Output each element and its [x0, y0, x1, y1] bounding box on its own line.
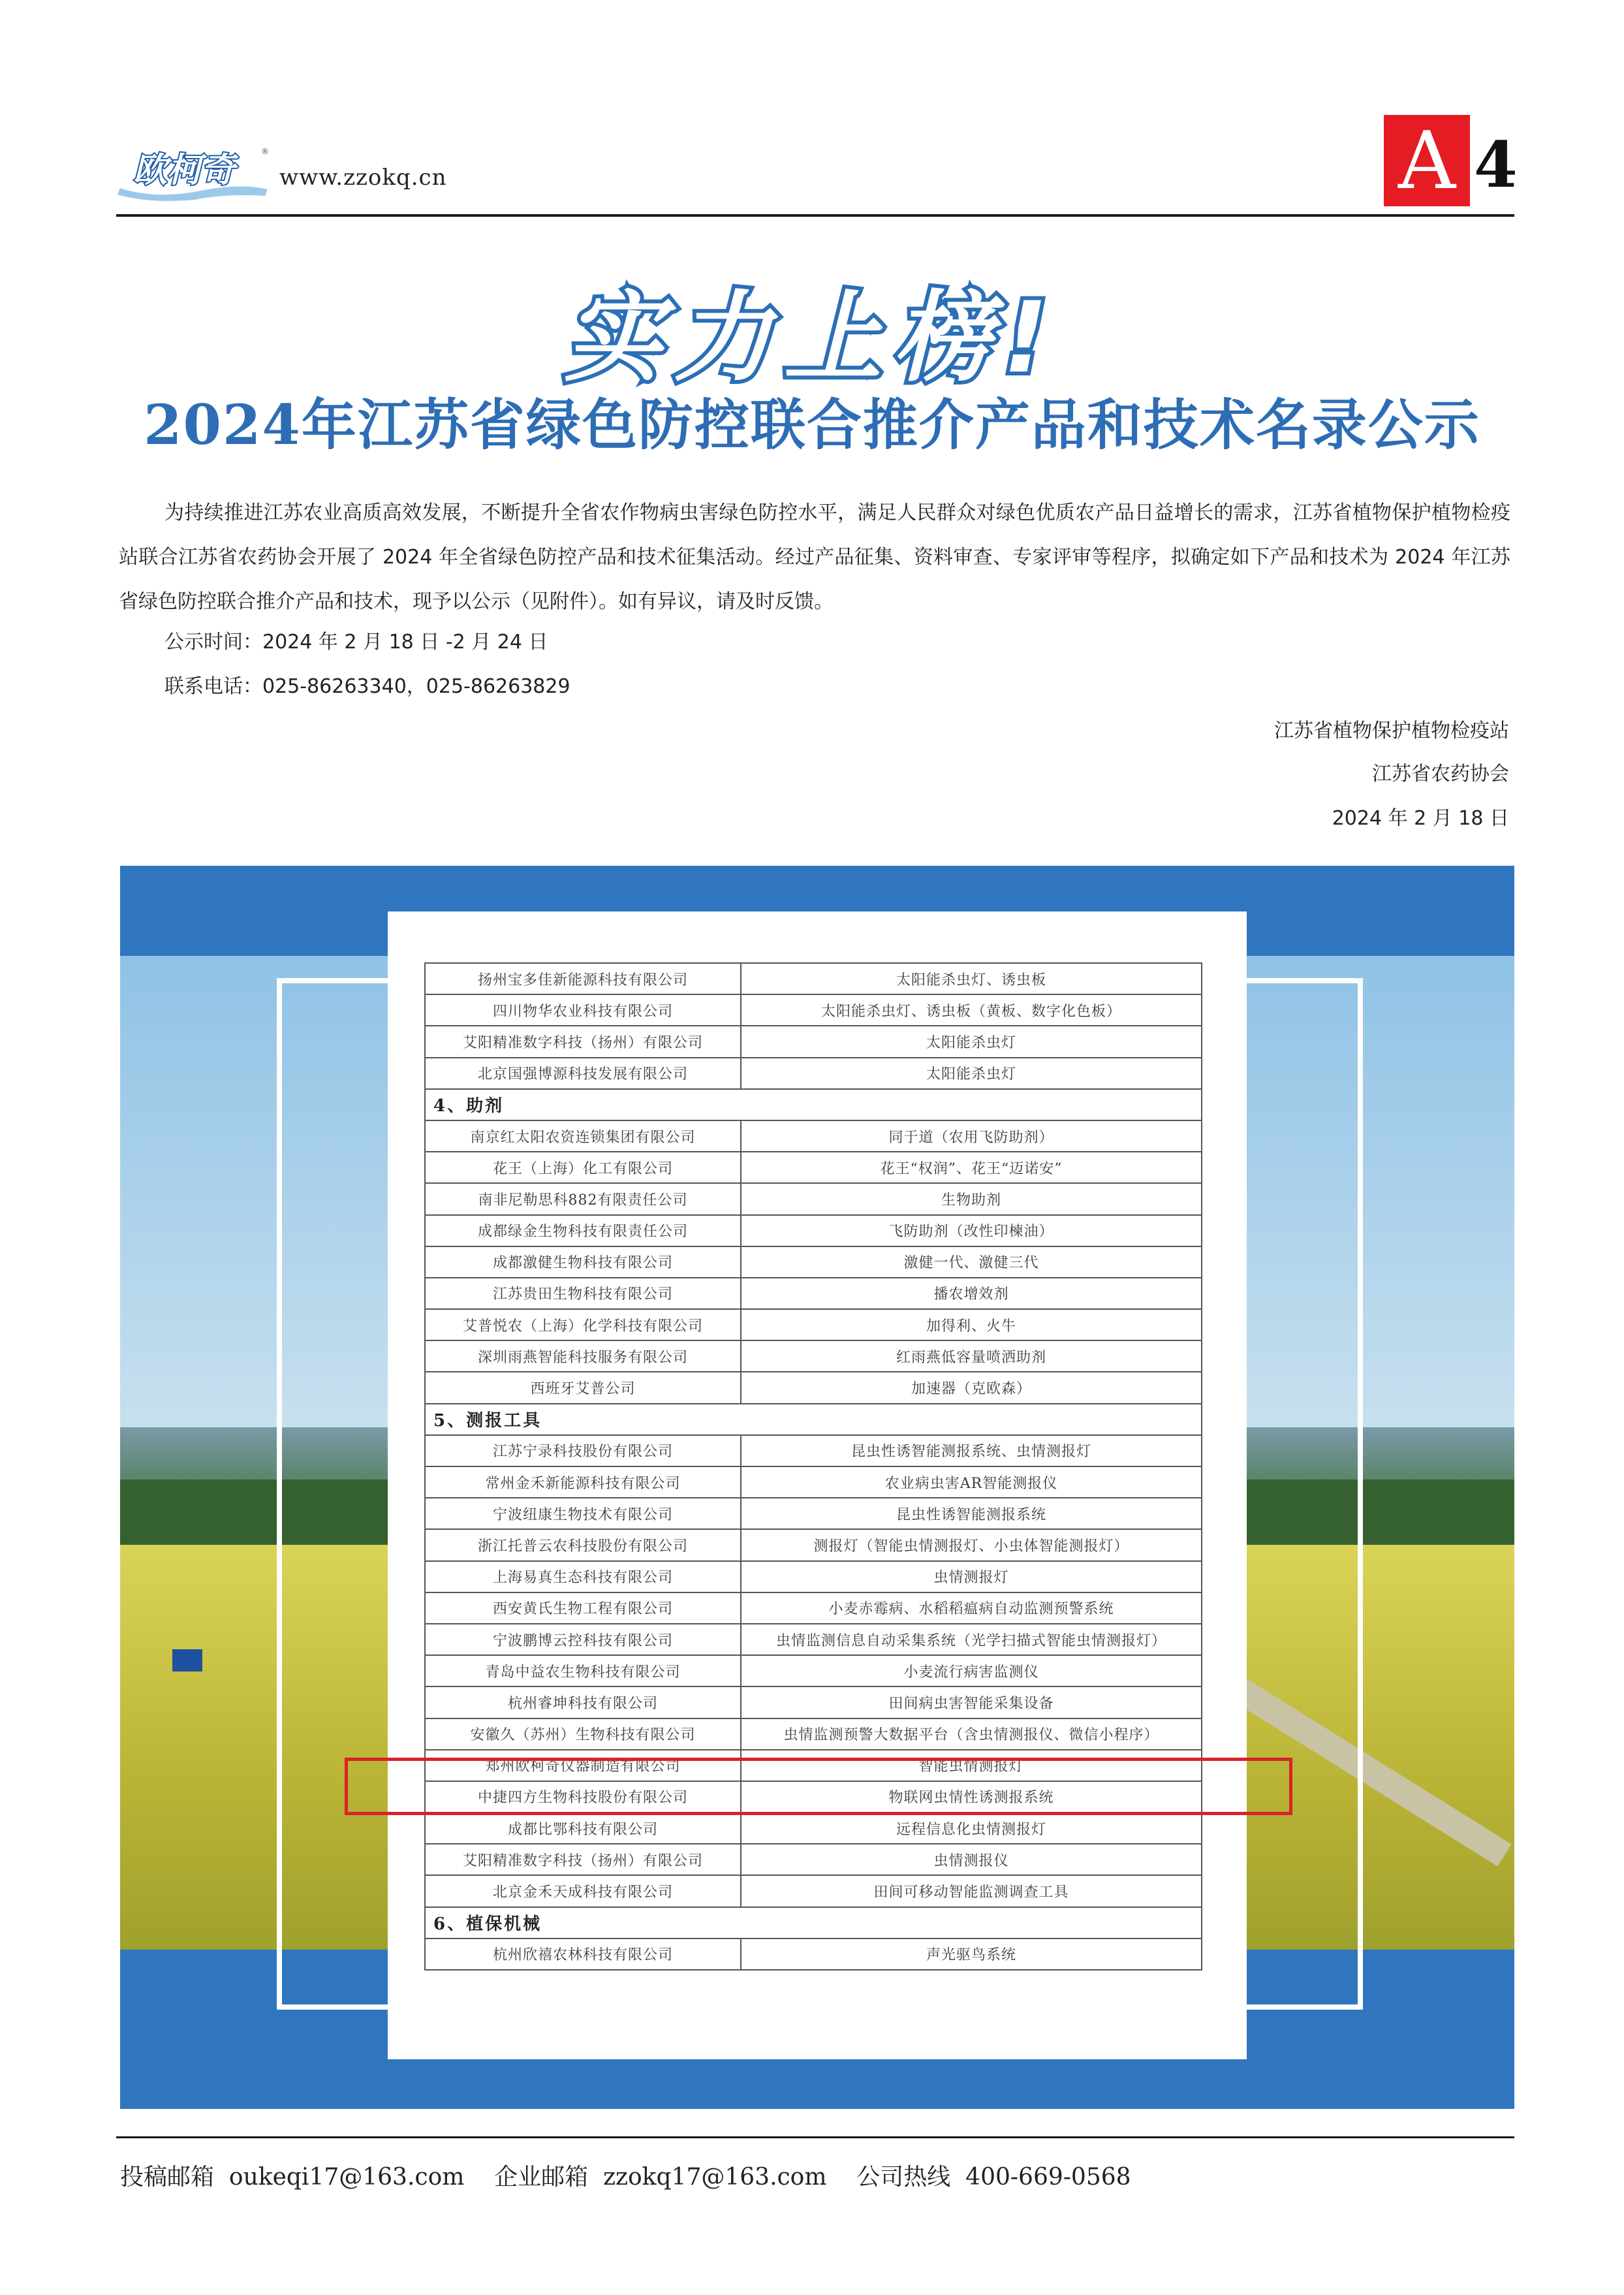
- page-letter: A: [1398, 114, 1456, 207]
- product-cell: 太阳能杀虫灯、诱虫板: [741, 963, 1202, 994]
- table-row: [425, 1686, 1202, 1718]
- footer-contacts: [120, 2159, 1131, 2192]
- company-cell: 北京金禾天成科技有限公司: [425, 1875, 741, 1907]
- table-row: [425, 1246, 1202, 1278]
- table-row: [425, 1278, 1202, 1309]
- table-row: [425, 1466, 1202, 1498]
- table-row: [425, 1939, 1202, 1970]
- table-row: [425, 1592, 1202, 1624]
- company-cell: 四川物华农业科技有限公司: [425, 994, 741, 1026]
- table-row: [425, 1624, 1202, 1655]
- company-cell: 常州金禾新能源科技有限公司: [425, 1466, 741, 1498]
- product-cell: 太阳能杀虫灯、诱虫板（黄板、数字化色板）: [741, 994, 1202, 1026]
- company-cell: 青岛中益农生物科技有限公司: [425, 1655, 741, 1686]
- section-heading: 5、测报工具: [425, 1404, 1202, 1435]
- page-badge: [1384, 115, 1473, 206]
- company-cell: 西班牙艾普公司: [425, 1372, 741, 1403]
- product-cell: 生物助剂: [741, 1183, 1202, 1214]
- product-cell: 田间可移动智能监测调查工具: [741, 1875, 1202, 1907]
- table-row: [425, 1812, 1202, 1844]
- product-cell: 激健一代、激健三代: [741, 1246, 1202, 1278]
- table-row: [425, 1561, 1202, 1592]
- company-cell: 扬州宝多佳新能源科技有限公司: [425, 963, 741, 994]
- table-row: [425, 1718, 1202, 1750]
- product-cell: 太阳能杀虫灯: [741, 1058, 1202, 1089]
- company-cell: 艾普悦农（上海）化学科技有限公司: [425, 1309, 741, 1340]
- header-divider: [116, 214, 1514, 217]
- company-cell: 中捷四方生物科技股份有限公司: [425, 1781, 741, 1812]
- scanned-list-page: [388, 911, 1247, 2059]
- table-row: [425, 1844, 1202, 1875]
- product-cell: 虫情监测信息自动采集系统（光学扫描式智能虫情测报灯）: [741, 1624, 1202, 1655]
- product-cell: 昆虫性诱智能测报系统、虫情测报灯: [741, 1435, 1202, 1466]
- section-row: [425, 1404, 1202, 1435]
- product-list-table: [424, 962, 1202, 1971]
- company-cell: 宁波鹏博云控科技有限公司: [425, 1624, 741, 1655]
- product-cell: 小麦流行病害监测仪: [741, 1655, 1202, 1686]
- section-row: [425, 1089, 1202, 1120]
- table-row: [425, 1183, 1202, 1214]
- product-cell: 加得利、火牛: [741, 1309, 1202, 1340]
- corp-email-label: 企业邮箱: [494, 2164, 589, 2191]
- table-row: [425, 1529, 1202, 1560]
- signer-plant-protection-station: 江苏省植物保护植物检疫站: [1274, 720, 1509, 742]
- product-cell: 同于道（农用飞防助剂）: [741, 1120, 1202, 1152]
- company-logo: [116, 145, 270, 201]
- company-cell: 南非尼勒思科882有限责任公司: [425, 1183, 741, 1214]
- product-cell: 虫情测报仪: [741, 1844, 1202, 1875]
- product-cell: 测报灯（智能虫情测报灯、小虫体智能测报灯）: [741, 1529, 1202, 1560]
- company-cell: 西安黄氏生物工程有限公司: [425, 1592, 741, 1624]
- product-cell: 小麦赤霉病、水稻稻瘟病自动监测预警系统: [741, 1592, 1202, 1624]
- company-cell: 安徽久（苏州）生物科技有限公司: [425, 1718, 741, 1750]
- truck: [172, 1649, 202, 1671]
- company-cell: 花王（上海）化工有限公司: [425, 1152, 741, 1183]
- product-cell: 农业病虫害AR智能测报仪: [741, 1466, 1202, 1498]
- table-row: [425, 1340, 1202, 1372]
- product-cell: 红雨燕低容量喷洒助剂: [741, 1340, 1202, 1372]
- company-cell: 深圳雨燕智能科技服务有限公司: [425, 1340, 741, 1372]
- company-cell: 成都绿金生物科技有限责任公司: [425, 1215, 741, 1246]
- table-row: [425, 1435, 1202, 1466]
- product-cell: 远程信息化虫情测报灯: [741, 1812, 1202, 1844]
- table-row: [425, 963, 1202, 994]
- table-row: [425, 1655, 1202, 1686]
- page-number: 4: [1474, 128, 1518, 202]
- logo-text: 欧柯奇: [133, 151, 236, 190]
- notice-date: 2024 年 2 月 18 日: [1332, 807, 1509, 830]
- table-row: [425, 1120, 1202, 1152]
- hotline-number[interactable]: 400-669-0568: [965, 2164, 1131, 2191]
- publicity-period: 公示时间：2024 年 2 月 18 日 -2 月 24 日: [164, 631, 548, 654]
- company-cell: 上海易真生态科技有限公司: [425, 1561, 741, 1592]
- table-row: [425, 1309, 1202, 1340]
- company-cell: 成都比鄂科技有限公司: [425, 1812, 741, 1844]
- product-cell: 太阳能杀虫灯: [741, 1026, 1202, 1057]
- submit-email[interactable]: oukeqi17@163.com: [228, 2164, 465, 2191]
- product-cell: 飞防助剂（改性印楝油）: [741, 1215, 1202, 1246]
- product-cell: 声光驱鸟系统: [741, 1939, 1202, 1970]
- table-row: [425, 1498, 1202, 1529]
- section-row: [425, 1907, 1202, 1939]
- company-cell: 浙江托普云农科技股份有限公司: [425, 1529, 741, 1560]
- company-cell: 江苏贵田生物科技有限公司: [425, 1278, 741, 1309]
- table-row: [425, 1026, 1202, 1057]
- section-heading: 6、植保机械: [425, 1907, 1202, 1939]
- site-url: www.zzokq.cn: [279, 165, 447, 191]
- table-row: [425, 1372, 1202, 1403]
- company-cell: 南京红太阳农资连锁集团有限公司: [425, 1120, 741, 1152]
- hotline-label: 公司热线: [856, 2164, 951, 2191]
- product-cell: 播农增效剂: [741, 1278, 1202, 1309]
- company-cell: 江苏宁录科技股份有限公司: [425, 1435, 741, 1466]
- contact-phone: 联系电话：025-86263340，025-86263829: [164, 675, 570, 698]
- table-row: [425, 1215, 1202, 1246]
- product-cell: 虫情测报灯: [741, 1561, 1202, 1592]
- table-row: [425, 1152, 1202, 1183]
- photo-collage: [120, 866, 1514, 2109]
- article-title: 2024年江苏省绿色防控联合推介产品和技术名录公示: [144, 392, 1480, 457]
- company-cell: 杭州睿坤科技有限公司: [425, 1686, 741, 1718]
- product-cell: 花王“权润”、花王“迈诺安”: [741, 1152, 1202, 1183]
- section-heading: 4、助剂: [425, 1089, 1202, 1120]
- company-cell: 杭州欣禧农林科技有限公司: [425, 1939, 741, 1970]
- product-cell: 加速器（克欧森）: [741, 1372, 1202, 1403]
- product-cell: 昆虫性诱智能测报系统: [741, 1498, 1202, 1529]
- company-cell: 成都激健生物科技有限公司: [425, 1246, 741, 1278]
- corp-email[interactable]: zzokq17@163.com: [603, 2164, 827, 2191]
- product-cell: 智能虫情测报灯: [741, 1750, 1202, 1781]
- product-cell: 物联网虫情性诱测报系统: [741, 1781, 1202, 1812]
- table-row: [425, 994, 1202, 1026]
- table-row: [425, 1058, 1202, 1089]
- product-cell: 田间病虫害智能采集设备: [741, 1686, 1202, 1718]
- intro-paragraph: 为持续推进江苏农业高质高效发展，不断提升全省农作物病虫害绿色防控水平，满足人民群众对绿色优质农产品日益增长的需求，江苏省植物保护植物检疫站联合江苏省农药协会开展了 2024 年全省绿色防控产品和技术征集活动。经过产品征集、资料审查、专家评审等程序，拟确定如下产品和技术为 2024 年江苏省绿色防控联合推介产品和技术，现予以公示（见附件）。如有异议，请及时反馈。: [119, 501, 1510, 613]
- company-cell: 北京国强博源科技发展有限公司: [425, 1058, 741, 1089]
- footer-divider: [116, 2136, 1514, 2138]
- signer-pesticide-association: 江苏省农药协会: [1372, 763, 1509, 785]
- table-row: [425, 1875, 1202, 1907]
- company-cell: 郑州欧柯奇仪器制造有限公司: [425, 1750, 741, 1781]
- product-cell: 虫情监测预警大数据平台（含虫情测报仪、微信小程序）: [741, 1718, 1202, 1750]
- svg-text:®: ®: [261, 147, 269, 156]
- highlight-box: [345, 1758, 1292, 1815]
- headline: 实力上榜!: [564, 281, 1060, 395]
- company-cell: 艾阳精准数字科技（扬州）有限公司: [425, 1026, 741, 1057]
- submit-email-label: 投稿邮箱: [120, 2164, 215, 2191]
- company-cell: 艾阳精准数字科技（扬州）有限公司: [425, 1844, 741, 1875]
- company-cell: 宁波纽康生物技术有限公司: [425, 1498, 741, 1529]
